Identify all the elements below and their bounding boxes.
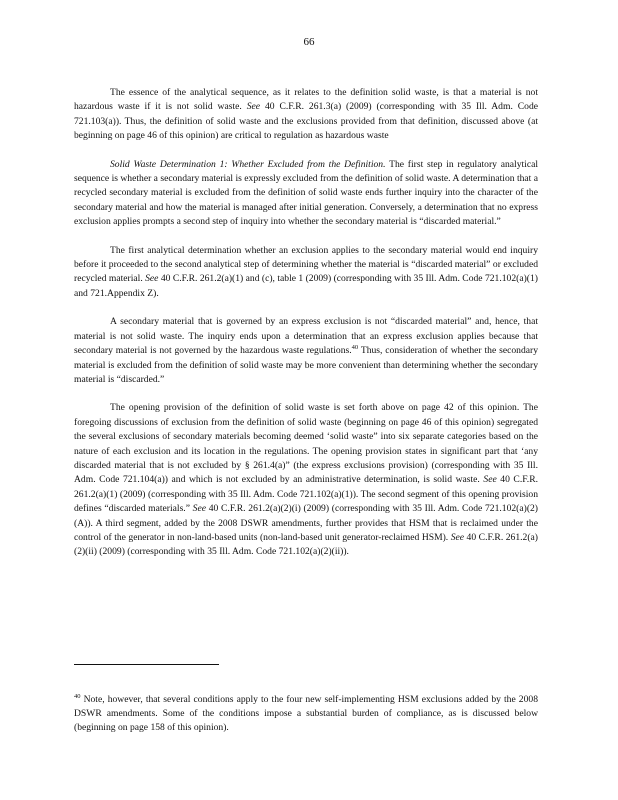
italic-text: See <box>246 101 261 113</box>
italic-text: See <box>145 273 159 285</box>
paragraph-text: A secondary material that is governed by an express exclusion is not “discarded material” and, hence, that material is not solid waste. The inquiry ends upon a determination that an express exclusion applies because that secondary material is not governed by the hazardous waste regulations. <box>74 316 538 357</box>
footnote-reference: 40 <box>351 343 359 351</box>
paragraph <box>74 158 538 230</box>
footnote-text: Note, however, that several conditions apply to the four new self-implementing HSM exclusions added by the 2008 DSWR amendments. Some of the conditions impose a substantial burden of compliance, as is discussed below (beginning on page 158 of this opinion). <box>74 693 538 734</box>
document-body <box>74 86 538 560</box>
paragraph-text: 40 C.F.R. 261.3(a) (2009) (corresponding with 35 Ill. Adm. Code 721.103(a)). Thus, the definition of solid waste and the exclusions provided from that definition, discussed above (at beginning on page 46 of this opinion) are critical to regulation as hazardous waste <box>74 101 538 142</box>
italic-text: See <box>450 531 465 543</box>
paragraph <box>74 86 538 144</box>
paragraph-text: The essence of the analytical sequence, as it relates to the definition solid waste, is that a material is not hazardous waste if it is not solid waste. <box>74 87 538 113</box>
italic-text: See <box>192 503 206 515</box>
paragraph-text: 40 C.F.R. 261.2(a)(2)(ii) (2009) (corresponding with 35 Ill. Adm. Code 721.102(a)(2)(ii)). <box>74 531 538 558</box>
page-number: 66 <box>303 36 315 48</box>
italic-text: Solid Waste Determination 1: Whether Excluded from the Definition. <box>110 158 386 170</box>
paragraph-text: The first analytical determination whether an exclusion applies to the secondary material would end inquiry before it proceeded to the second analytical step of determining whether the material is “discarded material” or excluded recycled material. <box>74 244 538 285</box>
paragraph-text: 40 C.F.R. 261.2(a)(1) (2009) (corresponding with 35 Ill. Adm. Code 721.102(a)(1)). The second segment of this opening provision defines “discarded materials.” <box>74 474 538 515</box>
footnote-divider <box>74 664 219 665</box>
footnote-marker: 40 <box>74 692 81 700</box>
paragraph-text: 40 C.F.R. 261.2(a)(2)(i) (2009) (corresponding with 35 Ill. Adm. Code 721.102(a)(2)(A)). A third segment, added by the 2008 DSWR amendments, further provides that HSM that is reclaimed under the control of the generator in non-land-based units (non-land-based unit generator-reclaimed HSM). <box>74 503 538 543</box>
paragraph-text: The first step in regulatory analytical sequence is whether a secondary material is expressly excluded from the definition of solid waste. A determination that a recycled secondary material is excluded from the definition of solid waste ends further inquiry into the character of the secondary material and how the material is managed after initial generation. Conversely, a determination that no express exclusion applies prompts a second step of inquiry into whether the secondary material is “discarded material.” <box>74 158 539 228</box>
paragraph <box>74 315 538 387</box>
paragraph <box>74 401 538 559</box>
paragraph <box>74 244 538 302</box>
paragraph-text: 40 C.F.R. 261.2(a)(1) and (c), table 1 (2009) (corresponding with 35 Ill. Adm. Code 721.102(a)(1) and 721.Appendix Z). <box>74 273 538 299</box>
paragraph-text: Thus, consideration of whether the secondary material is excluded from the definition of solid waste may be more convenient than determining whether the secondary material is “discarded.” <box>74 345 538 385</box>
italic-text: See <box>483 474 497 486</box>
paragraph-text: The opening provision of the definition of solid waste is set forth above on page 42 of this opinion. The foregoing discussions of exclusion from the definition of solid waste (beginning on page 46 of this opinion) segregated the several exclusions of secondary materials becoming deemed ‘solid waste” into six separate categories based on the nature of each exclusion and its location in the regulations. The opening provision states in significant part that ‘any discarded material that is not excluded by § 261.4(a)” (the express exclusions provision) (corresponding with 35 Ill. Adm. Code 721.104(a)) and which is not excluded by an administrative determination, is solid waste. <box>74 402 538 486</box>
footnote <box>74 693 538 736</box>
